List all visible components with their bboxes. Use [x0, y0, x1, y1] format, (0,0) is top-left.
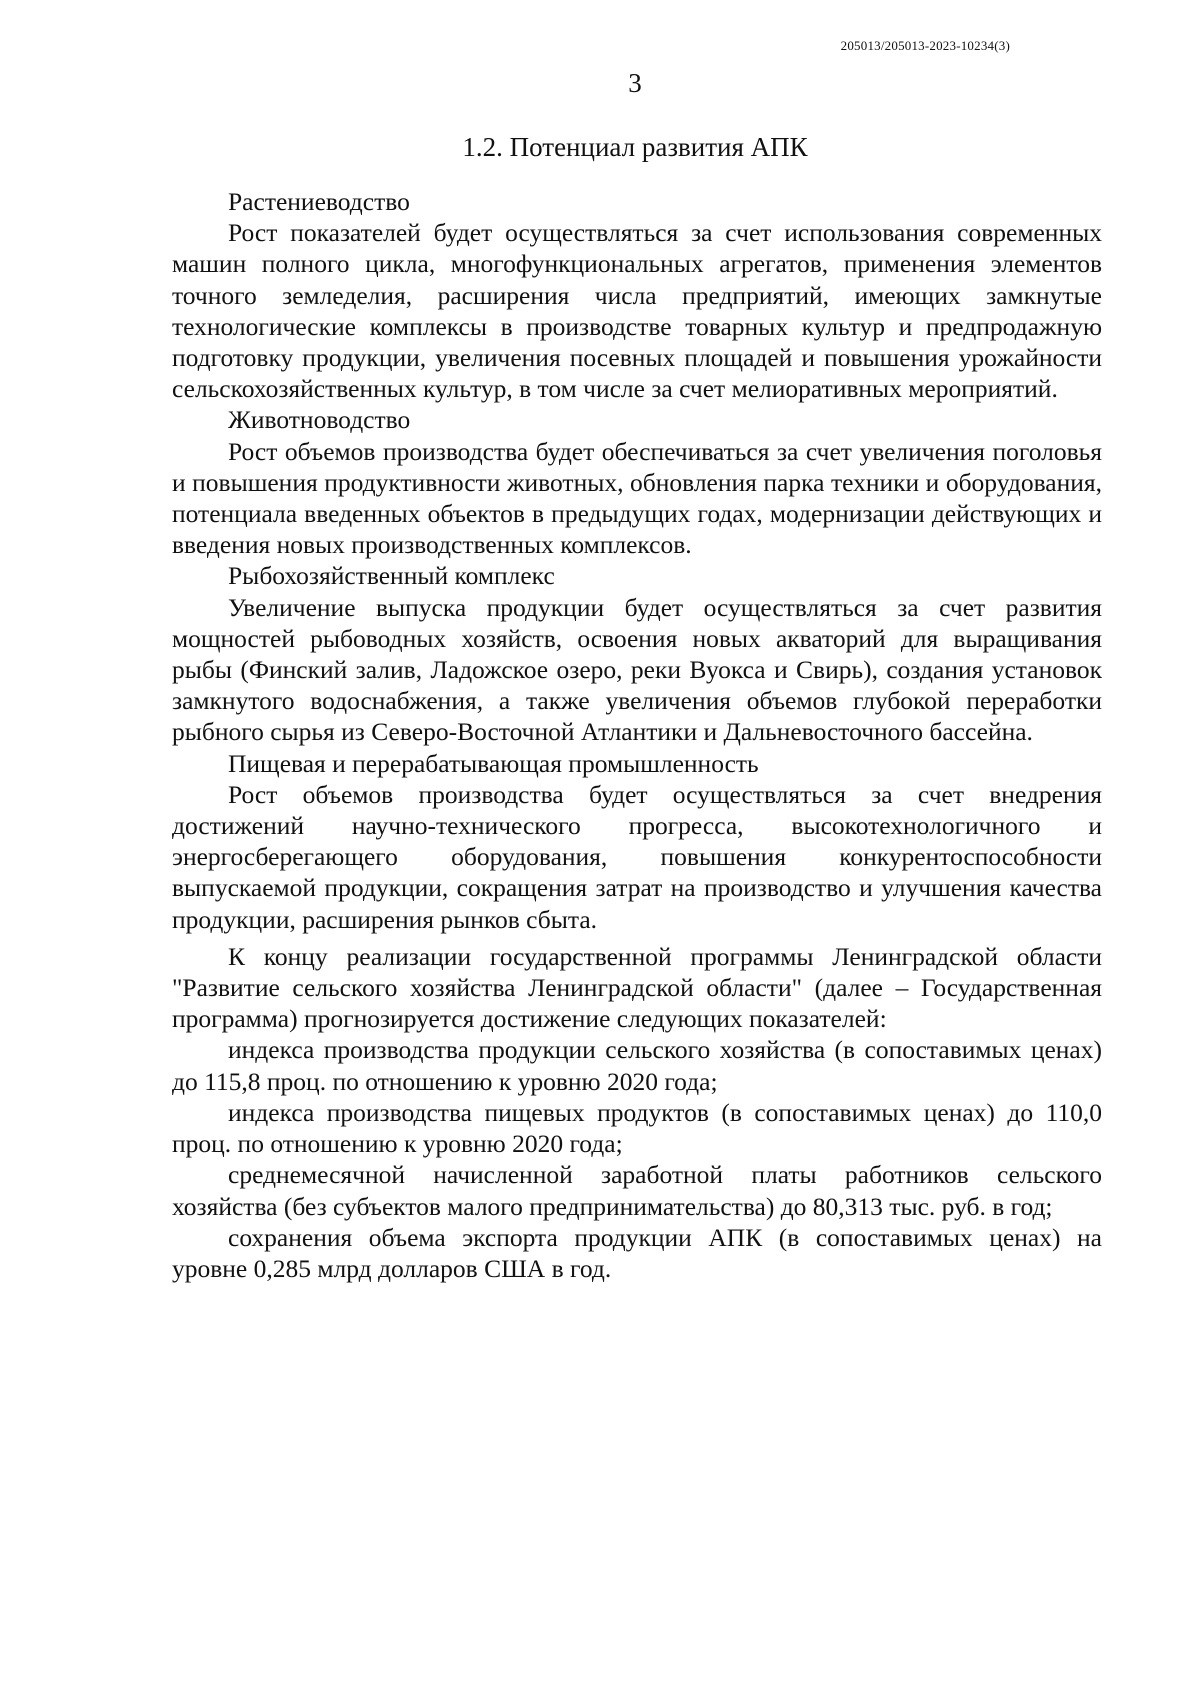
subhead-fishery: Рыбохозяйственный комплекс [228, 561, 555, 591]
paragraph-livestock: Рост объемов производства будет обеспечиваться за счет увеличения поголовья и повышения продуктивности животных, обновления парка техники и оборудования, потенциала введенных объектов в предыдущих годах, модернизации действующих и введения новых производственных комплексов. [172, 436, 1102, 560]
paragraph-food-industry: Рост объемов производства будет осуществляться за счет внедрения достижений научно-технического прогресса, высокотехнологичного и энергосберегающего оборудования, повышения конкурентоспособности выпускаемой продукции, сокращения затрат на производство и улучшения качества продукции, расширения рынков сбыта. [172, 779, 1102, 934]
document-id: 205013/205013-2023-10234(3) [840, 38, 1010, 53]
paragraph-fishery: Увеличение выпуска продукции будет осуществляться за счет развития мощностей рыбоводных хозяйств, освоения новых акваторий для выращивания рыбы (Финский залив, Ладожское озеро, реки Вуокса и Свирь), создания установок замкнутого водоснабжения, а также увеличения объемов глубокой переработки рыбного сырья из Северо-Восточной Атлантики и Дальневосточного бассейна. [172, 592, 1102, 747]
document-body [172, 186, 1102, 1284]
indicator-food-production-index: индекса производства пищевых продуктов (в сопоставимых ценах) до 110,0 проц. по отношению к уровню 2020 года; [172, 1097, 1102, 1159]
subhead-food-industry: Пищевая и перерабатывающая промышленность [228, 748, 759, 778]
subhead-livestock: Животноводство [228, 405, 411, 435]
indicator-agri-production-index: индекса производства продукции сельского хозяйства (в сопоставимых ценах) до 115,8 проц. по отношению к уровню 2020 года; [172, 1035, 1102, 1096]
paragraph-program-forecast: К концу реализации государственной программы Ленинградской области "Развитие сельского хозяйства Ленинградской области" (далее – Государственная программа) прогнозируется достижение следующих показателей: [172, 941, 1102, 1034]
page-number: 3 [628, 68, 642, 98]
indicator-export-volume: сохранения объема экспорта продукции АПК (в сопоставимых ценах) на уровне 0,285 млрд долларов США в год. [172, 1222, 1102, 1283]
paragraph-crop-production: Рост показателей будет осуществляться за счет использования современных машин полного цикла, многофункциональных агрегатов, применения элементов точного земледелия, расширения числа предприятий, имеющих замкнутые технологические комплексы в производстве товарных культур и предпродажную подготовку продукции, увеличения посевных площадей и повышения урожайности сельскохозяйственных культур, в том числе за счет мелиоративных мероприятий. [172, 218, 1102, 404]
subhead-crop-production: Растениеводство [228, 187, 410, 216]
section-title: 1.2. Потенциал развития АПК [462, 132, 808, 162]
indicator-average-salary: среднемесячной начисленной заработной платы работников сельского хозяйства (без субъектов малого предпринимательства) до 80,313 тыс. руб. в год; [172, 1160, 1102, 1221]
